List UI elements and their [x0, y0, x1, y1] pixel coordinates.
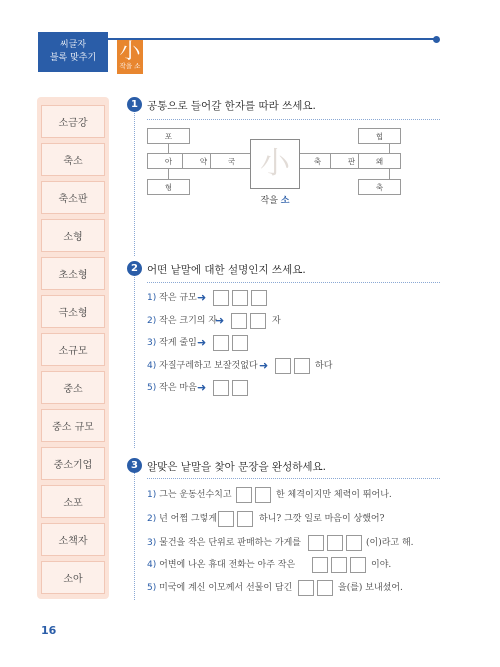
answer-box[interactable]: [298, 580, 314, 596]
answer-box[interactable]: [232, 290, 248, 306]
answer-box[interactable]: [346, 535, 362, 551]
item-text: 작은 크기의 자: [159, 316, 218, 326]
guide-line: [134, 472, 135, 600]
sidebar-word: 소규모: [41, 333, 105, 366]
answer-box[interactable]: [308, 535, 324, 551]
answer-box[interactable]: [236, 487, 252, 503]
item-suffix: 을(를) 보내셨어.: [338, 583, 403, 593]
arrow-icon: ➜: [197, 336, 207, 349]
item-number: 1): [147, 490, 157, 500]
hanja-badge-reading: 작을 소: [119, 62, 141, 70]
caption-highlight: 소: [280, 196, 290, 206]
item-suffix: 하다: [315, 361, 333, 371]
sidebar-word: 극소형: [41, 295, 105, 328]
question-divider: [147, 478, 440, 479]
answer-box[interactable]: [232, 380, 248, 396]
arrow-icon: ➜: [259, 359, 269, 372]
item-suffix: 하니? 그깟 일로 마음이 상했어?: [259, 514, 385, 524]
item-prompt: [147, 581, 292, 595]
item-number: 3): [147, 538, 157, 548]
syllable-box: 왜: [358, 153, 401, 169]
answer-box[interactable]: [231, 313, 247, 329]
hanja-caption: [250, 193, 300, 206]
item-prompt: [147, 512, 217, 526]
header-rule: [108, 38, 435, 40]
answer-box[interactable]: [213, 290, 229, 306]
sidebar-word: 소책자: [41, 523, 105, 556]
question-divider: [147, 119, 440, 120]
arrow-icon: ➜: [197, 291, 207, 304]
item-number: 3): [147, 338, 157, 348]
sidebar-word: 축소판: [41, 181, 105, 214]
item-number: 4): [147, 560, 157, 570]
syllable-box: 축: [358, 179, 401, 195]
sidebar-word: 소포: [41, 485, 105, 518]
item-text: 어변에 나온 휴대 전화는 아주 작은: [159, 560, 296, 570]
item-number: 5): [147, 383, 157, 393]
guide-line: [134, 272, 135, 448]
syllable-box: 포: [147, 128, 190, 144]
answer-box[interactable]: [251, 290, 267, 306]
syllable-box: 약: [182, 153, 225, 169]
answer-box[interactable]: [350, 557, 366, 573]
item-prompt: [147, 381, 197, 395]
item-text: 물건을 작은 단위로 판매하는 가게를: [159, 538, 301, 548]
item-number: 4): [147, 361, 157, 371]
page-number: 16: [41, 624, 57, 637]
item-prompt: [147, 536, 301, 550]
answer-box[interactable]: [213, 335, 229, 351]
answer-box[interactable]: [218, 511, 234, 527]
tag-line-2: 블록 맞추기: [49, 53, 97, 63]
sidebar-word: 중소기업: [41, 447, 105, 480]
item-text: 미국에 계신 이모께서 선물이 담긴: [159, 583, 293, 593]
question-number: 1: [127, 97, 142, 112]
arrow-icon: ➜: [197, 381, 207, 394]
item-number: 2): [147, 514, 157, 524]
item-number: 1): [147, 293, 157, 303]
hanja-trace-box[interactable]: 小: [250, 139, 300, 189]
sidebar-word: 초소형: [41, 257, 105, 290]
item-suffix: (이)라고 해.: [366, 538, 414, 548]
item-prompt: [147, 558, 295, 572]
sidebar-word: 축소: [41, 143, 105, 176]
question-text: 알맞은 낱말을 찾아 문장을 완성하세요.: [147, 461, 326, 473]
hanja-badge-char: 小: [119, 39, 141, 63]
question-text: 어떤 낱말에 대한 설명인지 쓰세요.: [147, 264, 306, 276]
item-number: 5): [147, 583, 157, 593]
item-suffix: 한 체격이지만 체력이 뛰어나.: [276, 490, 392, 500]
question-text: 공통으로 들어갈 한자를 따라 쓰세요.: [147, 100, 316, 112]
item-text: 넌 어쩜 그렇게: [159, 514, 218, 524]
item-prompt: [147, 291, 197, 305]
answer-box[interactable]: [213, 380, 229, 396]
guide-line: [134, 108, 135, 256]
item-text: 작게 줄임: [159, 338, 197, 348]
item-text: 작은 마음: [159, 383, 197, 393]
answer-box[interactable]: [294, 358, 310, 374]
section-tag: [38, 32, 108, 72]
syllable-box: 판: [330, 153, 373, 169]
item-prompt: [147, 488, 232, 502]
caption-prefix: 작을: [260, 196, 281, 206]
hanja-badge: [117, 40, 143, 74]
answer-box[interactable]: [327, 535, 343, 551]
question-number: 2: [127, 261, 142, 276]
question-number: 3: [127, 458, 142, 473]
item-suffix: 이야.: [371, 560, 392, 570]
item-number: 2): [147, 316, 157, 326]
syllable-box: 형: [147, 179, 190, 195]
answer-box[interactable]: [237, 511, 253, 527]
syllable-box: 국: [210, 153, 253, 169]
answer-box[interactable]: [331, 557, 347, 573]
sidebar-word: 소형: [41, 219, 105, 252]
tag-line-1: 씨글자: [59, 40, 87, 50]
answer-box[interactable]: [275, 358, 291, 374]
item-prompt: [147, 359, 258, 373]
answer-box[interactable]: [312, 557, 328, 573]
answer-box[interactable]: [255, 487, 271, 503]
syllable-box: 협: [358, 128, 401, 144]
syllable-box: 아: [147, 153, 190, 169]
syllable-box: 축: [296, 153, 339, 169]
arrow-icon: ➜: [215, 314, 225, 327]
sidebar-word: 중소 규모: [41, 409, 105, 442]
sidebar-word: 중소: [41, 371, 105, 404]
item-prompt: [147, 314, 217, 328]
header-rule-dot: [433, 36, 440, 43]
item-prompt: [147, 336, 197, 350]
item-text: 그는 운동선수치고: [159, 490, 232, 500]
answer-box[interactable]: [232, 335, 248, 351]
question-divider: [147, 282, 440, 283]
answer-box[interactable]: [317, 580, 333, 596]
sidebar-word: 소아: [41, 561, 105, 594]
item-text: 자질구레하고 보잘것없다: [159, 361, 258, 371]
answer-box[interactable]: [250, 313, 266, 329]
item-text: 작은 규모: [159, 293, 197, 303]
item-suffix: 자: [272, 316, 281, 326]
sidebar-word: 소금강: [41, 105, 105, 138]
